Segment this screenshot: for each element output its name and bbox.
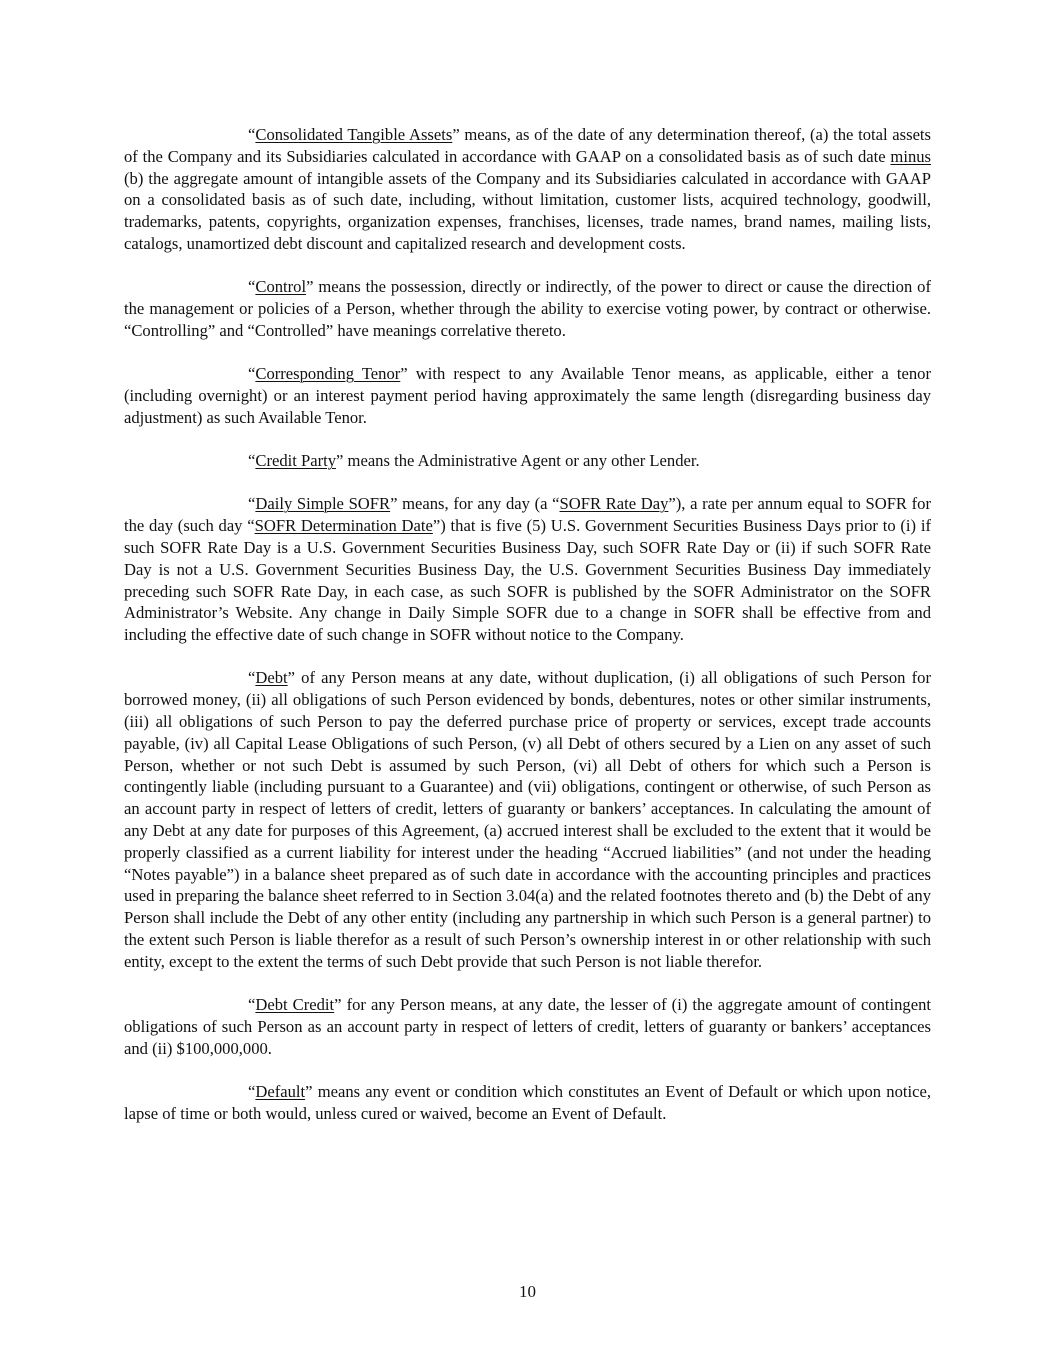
defined-term: Daily Simple SOFR <box>255 494 391 514</box>
definition-debt: “Debt” of any Person means at any date, without duplication, (i) all obligations of such Person for borrowed money, (ii) all obligations of such Person evidenced by bonds, debentures, notes or other similar instruments, (iii) all obligations of such Person to pay the deferred purchase price of property or services, except trade accounts payable, (iv) all Capital Lease Obligations of such Person, (v) all Debt of others secured by a Lien on any asset of such Person, whether or not such Debt is assumed by such Person, (vi) all Debt of others for which such a Person is contingently liable (including pursuant to a Guarantee) and (vii) obligations, contingent or otherwise, of such Person as an account party in respect of letters of credit, letters of guaranty or bankers’ acceptances. In calculating the amount of any Debt at any date for purposes of this Agreement, (a) accrued interest shall be excluded to the extent that it would be properly classified as a current liability for interest under the heading “Accrued liabilities” (and not under the heading “Notes payable”) in a balance sheet prepared as of such date in accordance with the accounting principles and practices used in preparing the balance sheet referred to in Section 3.04(a) and the related footnotes thereto and (b) the Debt of any Person shall include the Debt of any other entity (including any partnership in which such Person is a general partner) to the extent such Person is liable therefor as a result of such Person’s ownership interest in or other relationship with such entity, except to the extent the terms of such Debt provide that such Person is not liable therefor. <box>124 668 931 971</box>
defined-term: Corresponding Tenor <box>255 364 401 384</box>
page-number: 10 <box>519 1282 536 1301</box>
definition-daily-simple-sofr: “Daily Simple SOFR” means, for any day (a “SOFR Rate Day”), a rate per annum equal to SOFR for the day (such day “SOFR Determination Date”) that is five (5) U.S. Government Securities Business Days prior to (i) if such SOFR Rate Day is a U.S. Government Securities Business Day, such SOFR Rate Day or (ii) if such SOFR Rate Day is not a U.S. Government Securities Business Day, the U.S. Government Securities Business Day immediately preceding such SOFR Rate Day, in each case, as such SOFR is published by the SOFR Administrator on the SOFR Administrator’s Website. Any change in Daily Simple SOFR due to a change in SOFR shall be effective from and including the effective date of such change in SOFR without notice to the Company. <box>124 494 931 645</box>
definition-debt-credit: “Debt Credit” for any Person means, at any date, the lesser of (i) the aggregate amount of contingent obligations of such Person as an account party in respect of letters of credit, letters of guaranty or bankers’ acceptances and (ii) $100,000,000. <box>124 995 931 1058</box>
document-page <box>124 124 931 1146</box>
defined-term: SOFR Determination Date <box>254 516 433 536</box>
defined-term: Control <box>255 277 307 297</box>
defined-term: Debt <box>255 668 288 688</box>
defined-term: Credit Party <box>255 451 337 471</box>
defined-term: Default <box>255 1081 306 1101</box>
definition-credit-party: “Credit Party” means the Administrative Agent or any other Lender. <box>248 451 700 471</box>
definition-consolidated-tangible-assets: “Consolidated Tangible Assets” means, as of the date of any determination thereof, (a) the total assets of the Company and its Subsidiaries calculated in accordance with GAAP on a consolidated basis as of such date minus (b) the aggregate amount of intangible assets of the Company and its Subsidiaries calculated in accordance with GAAP on a consolidated basis as of such date, including, without limitation, customer lists, acquired technology, goodwill, trademarks, patents, copyrights, organization expenses, franchises, licenses, trade names, brand names, mailing lists, catalogs, unamortized debt discount and capitalized research and development costs. <box>124 125 931 253</box>
defined-term: Consolidated Tangible Assets <box>255 125 453 144</box>
defined-term: SOFR Rate Day <box>559 494 669 514</box>
definition-control: “Control” means the possession, directly or indirectly, of the power to direct or cause the direction of the management or policies of a Person, whether through the ability to exercise voting power, by contract or otherwise. “Controlling” and “Controlled” have meanings correlative thereto. <box>124 277 931 340</box>
definition-default: “Default” means any event or condition which constitutes an Event of Default or which upon notice, lapse of time or both would, unless cured or waived, become an Event of Default. <box>124 1081 931 1123</box>
emphasis-minus: minus <box>890 146 931 166</box>
definition-corresponding-tenor: “Corresponding Tenor” with respect to any Available Tenor means, as applicable, either a tenor (including overnight) or an interest payment period having approximately the same length (disregarding business day adjustment) as such Available Tenor. <box>124 364 931 427</box>
defined-term: Debt Credit <box>255 995 335 1015</box>
